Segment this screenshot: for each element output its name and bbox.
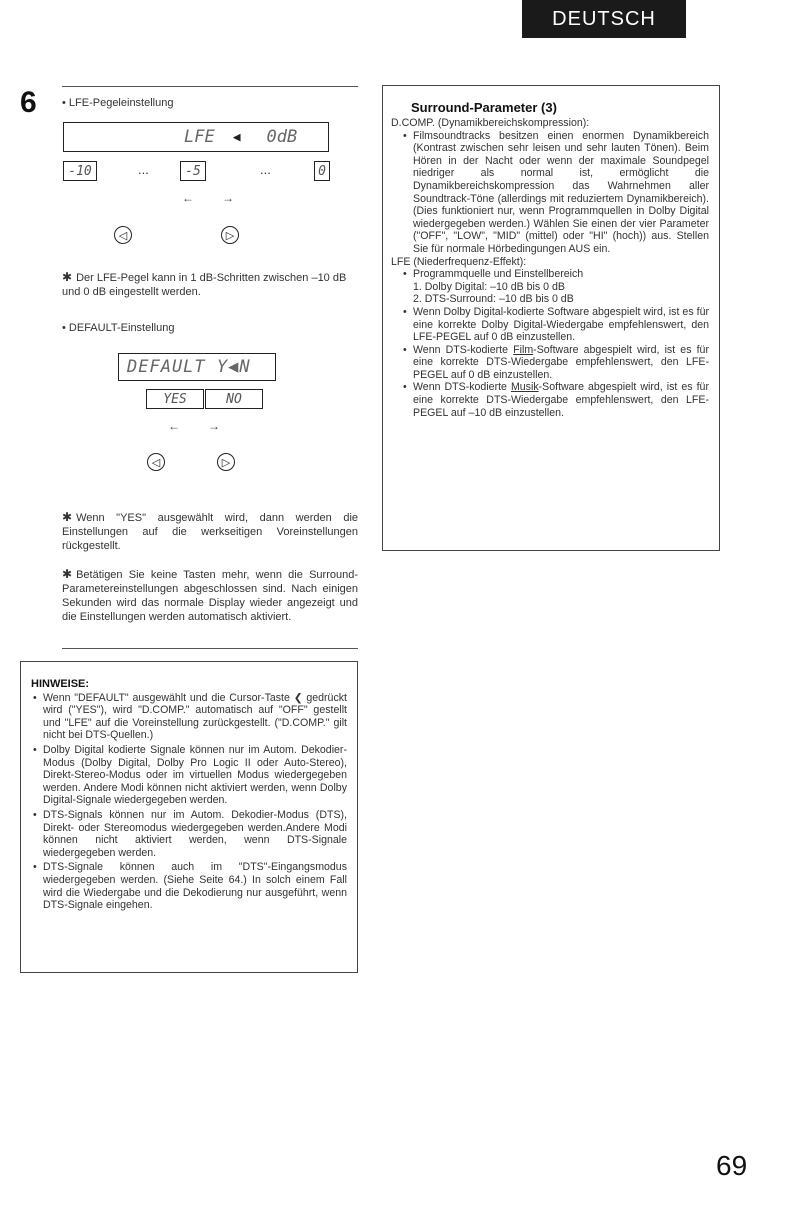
default-option-no: NO xyxy=(205,389,263,409)
lfe-ellipsis-1: ... xyxy=(138,162,149,177)
default-lcd-text: DEFAULT Y◀N xyxy=(127,357,251,377)
lfe-option-minus5: -5 xyxy=(180,161,206,181)
lfe-lcd-marker-icon: ◀ xyxy=(232,129,241,145)
lfe-lcd-value: 0dB xyxy=(266,127,298,147)
lfe-list xyxy=(401,268,709,419)
default-lcd-display xyxy=(118,353,276,381)
lfe-sub-1: 1. Dolby Digital: –10 dB bis 0 dB xyxy=(413,280,565,293)
default-cursor-left-button-icon: ◁ xyxy=(147,453,165,471)
hinweise-title: HINWEISE: xyxy=(31,678,90,690)
lfe-item-4-post: -Software abgespielt wird, ist es für eine korrekte DTS-Wiedergabe empfehlenswert, den LFE-PEGEL auf –10 dB einzustellen. xyxy=(413,381,709,419)
default-cursor-right-button-icon: ▷ xyxy=(217,453,235,471)
default-note xyxy=(62,510,358,553)
lfe-lcd-display xyxy=(63,122,329,152)
lfe-lcd-text: LFE xyxy=(184,127,215,147)
language-tab: DEUTSCH xyxy=(522,0,686,38)
asterisk-icon: ✱ xyxy=(62,567,73,581)
default-option-yes: YES xyxy=(146,389,204,409)
top-rule xyxy=(62,86,358,87)
lfe-sub-2: 2. DTS-Surround: –10 dB bis 0 dB xyxy=(413,293,574,306)
lfe-cursor-right-button-icon: ▷ xyxy=(221,226,239,244)
lfe-item-1 xyxy=(401,268,709,306)
hinweise-item-2: • Dolby Digital kodierte Signale können nur im Autom. Dekodier-Modus (Dolby Digital, Dolby Pro Logic II oder Auto-Stereo), Direkt-Stereo-Modus oder im virtuellen Modus wiedergegeben werden. Andere Modi können nicht aktiviert werden, wenn Dolby Digital-Signale wiedergegeben werden. xyxy=(31,744,347,807)
hinweise-item-3: • DTS-Signals können nur im Autom. Dekodier-Modus (DTS), Direkt- oder Stereomodus wiedergegeben werden.Andere Modi können nicht aktiviert werden, wenn DTS-Signale wiedergegeben werden. xyxy=(31,809,347,859)
lfe-cursor-left-button-icon: ◁ xyxy=(114,226,132,244)
lfe-item-4-pre: Wenn DTS-kodierte xyxy=(413,381,511,394)
lfe-label: LFE (Niederfrequenz-Effekt): xyxy=(391,255,527,268)
lfe-note-text: Der LFE-Pegel kann in 1 dB-Schritten zwischen –10 dB und 0 dB eingestellt werden. xyxy=(62,272,347,298)
lfe-item-1-text: Programmquelle und Einstellbereich xyxy=(413,268,584,281)
hinweise-list xyxy=(31,692,347,912)
dcomp-list xyxy=(401,130,709,256)
dcomp-item: • Filmsoundtracks besitzen einen enormen Dynamikbereich (Kontrast zwischen sehr leisen und sehr lauten Tönen). Beim Hören in der Nacht oder wenn der maximale Soundpegel niedriger als normal ist, ermöglicht die Dynamikbereichskompression das Wahrnehmen aller Soundtrack-Töne (allerdings mit reduziertem Dynamikbereich). (Dies funktioniert nur, wenn Programmquellen in Dolby Digital wiedergegeben werden.) Wählen Sie einen der vier Parameter ("OFF", "LOW", "MID" (mittel) oder "HI" (hoch)) aus. Stellen Sie für normale Hörbedingungen AUS ein. xyxy=(401,130,709,256)
lfe-item-4 xyxy=(401,381,709,419)
lfe-option-minus10: -10 xyxy=(63,161,97,181)
hinweise-item-4: • DTS-Signale können auch im "DTS"-Eingangsmodus wiedergegeben werden. (Siehe Seite 64.) In solch einem Fall wird die Wiedergabe und die Dekodierung nur ausgeführt, wenn DTS-Signale eingehen. xyxy=(31,861,347,911)
default-note-text: Wenn "YES" ausgewählt wird, dann werden die Einstellungen auf die werkseitigen Voreinstellungen rückgestellt. xyxy=(62,512,358,552)
default-heading: • DEFAULT-Einstellung xyxy=(62,322,175,334)
hinweise-box xyxy=(20,661,358,973)
default-arrow-left-icon: ← xyxy=(168,419,180,433)
step-number: 6 xyxy=(20,86,37,119)
lfe-item-2: • Wenn Dolby Digital-kodierte Software abgespielt wird, ist es für eine korrekte Dolby Digital-Wiedergabe empfehlenswert, den LFE-PEGEL auf 0 dB einzustellen. xyxy=(401,306,709,344)
hinweise-item-1: • Wenn "DEFAULT" ausgewählt und die Cursor-Taste ❮ gedrückt wird ("YES"), wird "D.COMP." automatisch auf "OFF" gestellt und "LFE" auf die Voreinstellung zurückgestellt. ("D.COMP." gilt nicht bei DTS-Quellen.) xyxy=(31,692,347,742)
page-number: 69 xyxy=(716,1150,748,1181)
surround-title: Surround-Parameter (3) xyxy=(411,100,557,115)
lfe-item-3-post: -Software abgespielt wird, ist es für eine korrekte DTS-Wiedergabe empfehlenswert, den LFE-PEGEL auf 0 dB einzustellen. xyxy=(413,343,709,381)
lfe-arrow-right-icon: → xyxy=(222,191,234,205)
lfe-item-3-pre: Wenn DTS-kodierte xyxy=(413,343,514,356)
lfe-item-3-underlined: Film xyxy=(513,343,534,356)
lfe-heading: • LFE-Pegeleinstellung xyxy=(62,97,174,109)
asterisk-icon: ✱ xyxy=(62,510,73,524)
surround-parameter-box xyxy=(382,85,720,551)
lfe-ellipsis-2: ... xyxy=(260,162,271,177)
final-note-text: Betätigen Sie keine Tasten mehr, wenn die Surround-Parametereinstellungen abgeschlossen sind. Nach einigen Sekunden wird das normale Display wieder angezeigt und die Einstellungen werden automatisch aktiviert. xyxy=(62,569,358,623)
asterisk-icon: ✱ xyxy=(62,270,73,284)
lfe-item-4-underlined: Musik xyxy=(510,381,539,394)
default-arrow-right-icon: → xyxy=(208,419,220,433)
section-end-rule xyxy=(62,648,358,649)
lfe-arrow-left-icon: ← xyxy=(182,191,194,205)
dcomp-label: D.COMP. (Dynamikbereichskompression): xyxy=(391,117,590,129)
lfe-note xyxy=(62,270,358,299)
final-note xyxy=(62,567,358,624)
lfe-item-3 xyxy=(401,344,709,382)
lfe-option-0: 0 xyxy=(314,161,330,181)
